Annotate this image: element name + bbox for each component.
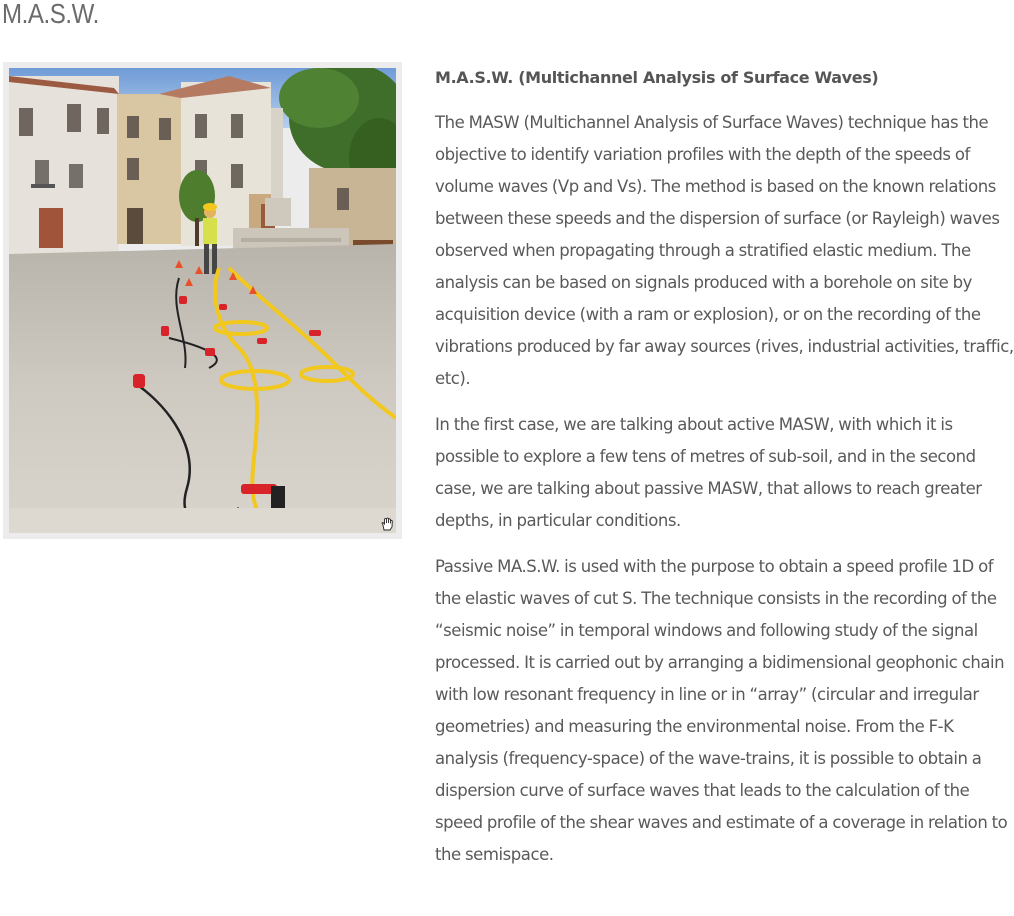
page-title: M.A.S.W. [2,0,99,29]
article-paragraph-2: In the first case, we are talking about active MASW, with which it is possible to explore a few tens of metres of sub-soil, and in the second case, we are talking about passive MASW, that allows to reach greater depths, in particular conditions. [435,415,982,530]
article-photo[interactable] [9,68,396,533]
article-photo-frame[interactable] [3,62,402,539]
article-body [435,64,1014,885]
hand-icon[interactable] [380,517,394,531]
article-heading: M.A.S.W. (Multichannel Analysis of Surface Waves) [435,68,879,87]
article-paragraph-3: Passive MA.S.W. is used with the purpose to obtain a speed profile 1D of the elastic waves of cut S. The technique consists in the recording of the “seismic noise” in temporal windows and following study of the signal processed. It is carried out by arranging a bidimensional geophonic chain with low resonant frequency in line or in “array” (circular and irregular geometries) and measuring the environmental noise. From the F-K analysis (frequency-space) of the wave-trains, it is possible to obtain a dispersion curve of surface waves that leads to the calculation of the speed profile of the shear waves and estimate of a coverage in relation to the semispace. [435,557,1008,864]
article-paragraph-1: The MASW (Multichannel Analysis of Surface Waves) technique has the objective to identify variation profiles with the depth of the speeds of volume waves (Vp and Vs). The method is based on the known relations between these speeds and the dispersion of surface (or Rayleigh) waves observed when propagating through a stratified elastic medium. The analysis can be based on signals produced with a borehole on site by acquisition device (with a ram or explosion), or on the recording of the vibrations produced by far away sources (rives, industrial activities, traffic, etc). [435,113,1014,388]
